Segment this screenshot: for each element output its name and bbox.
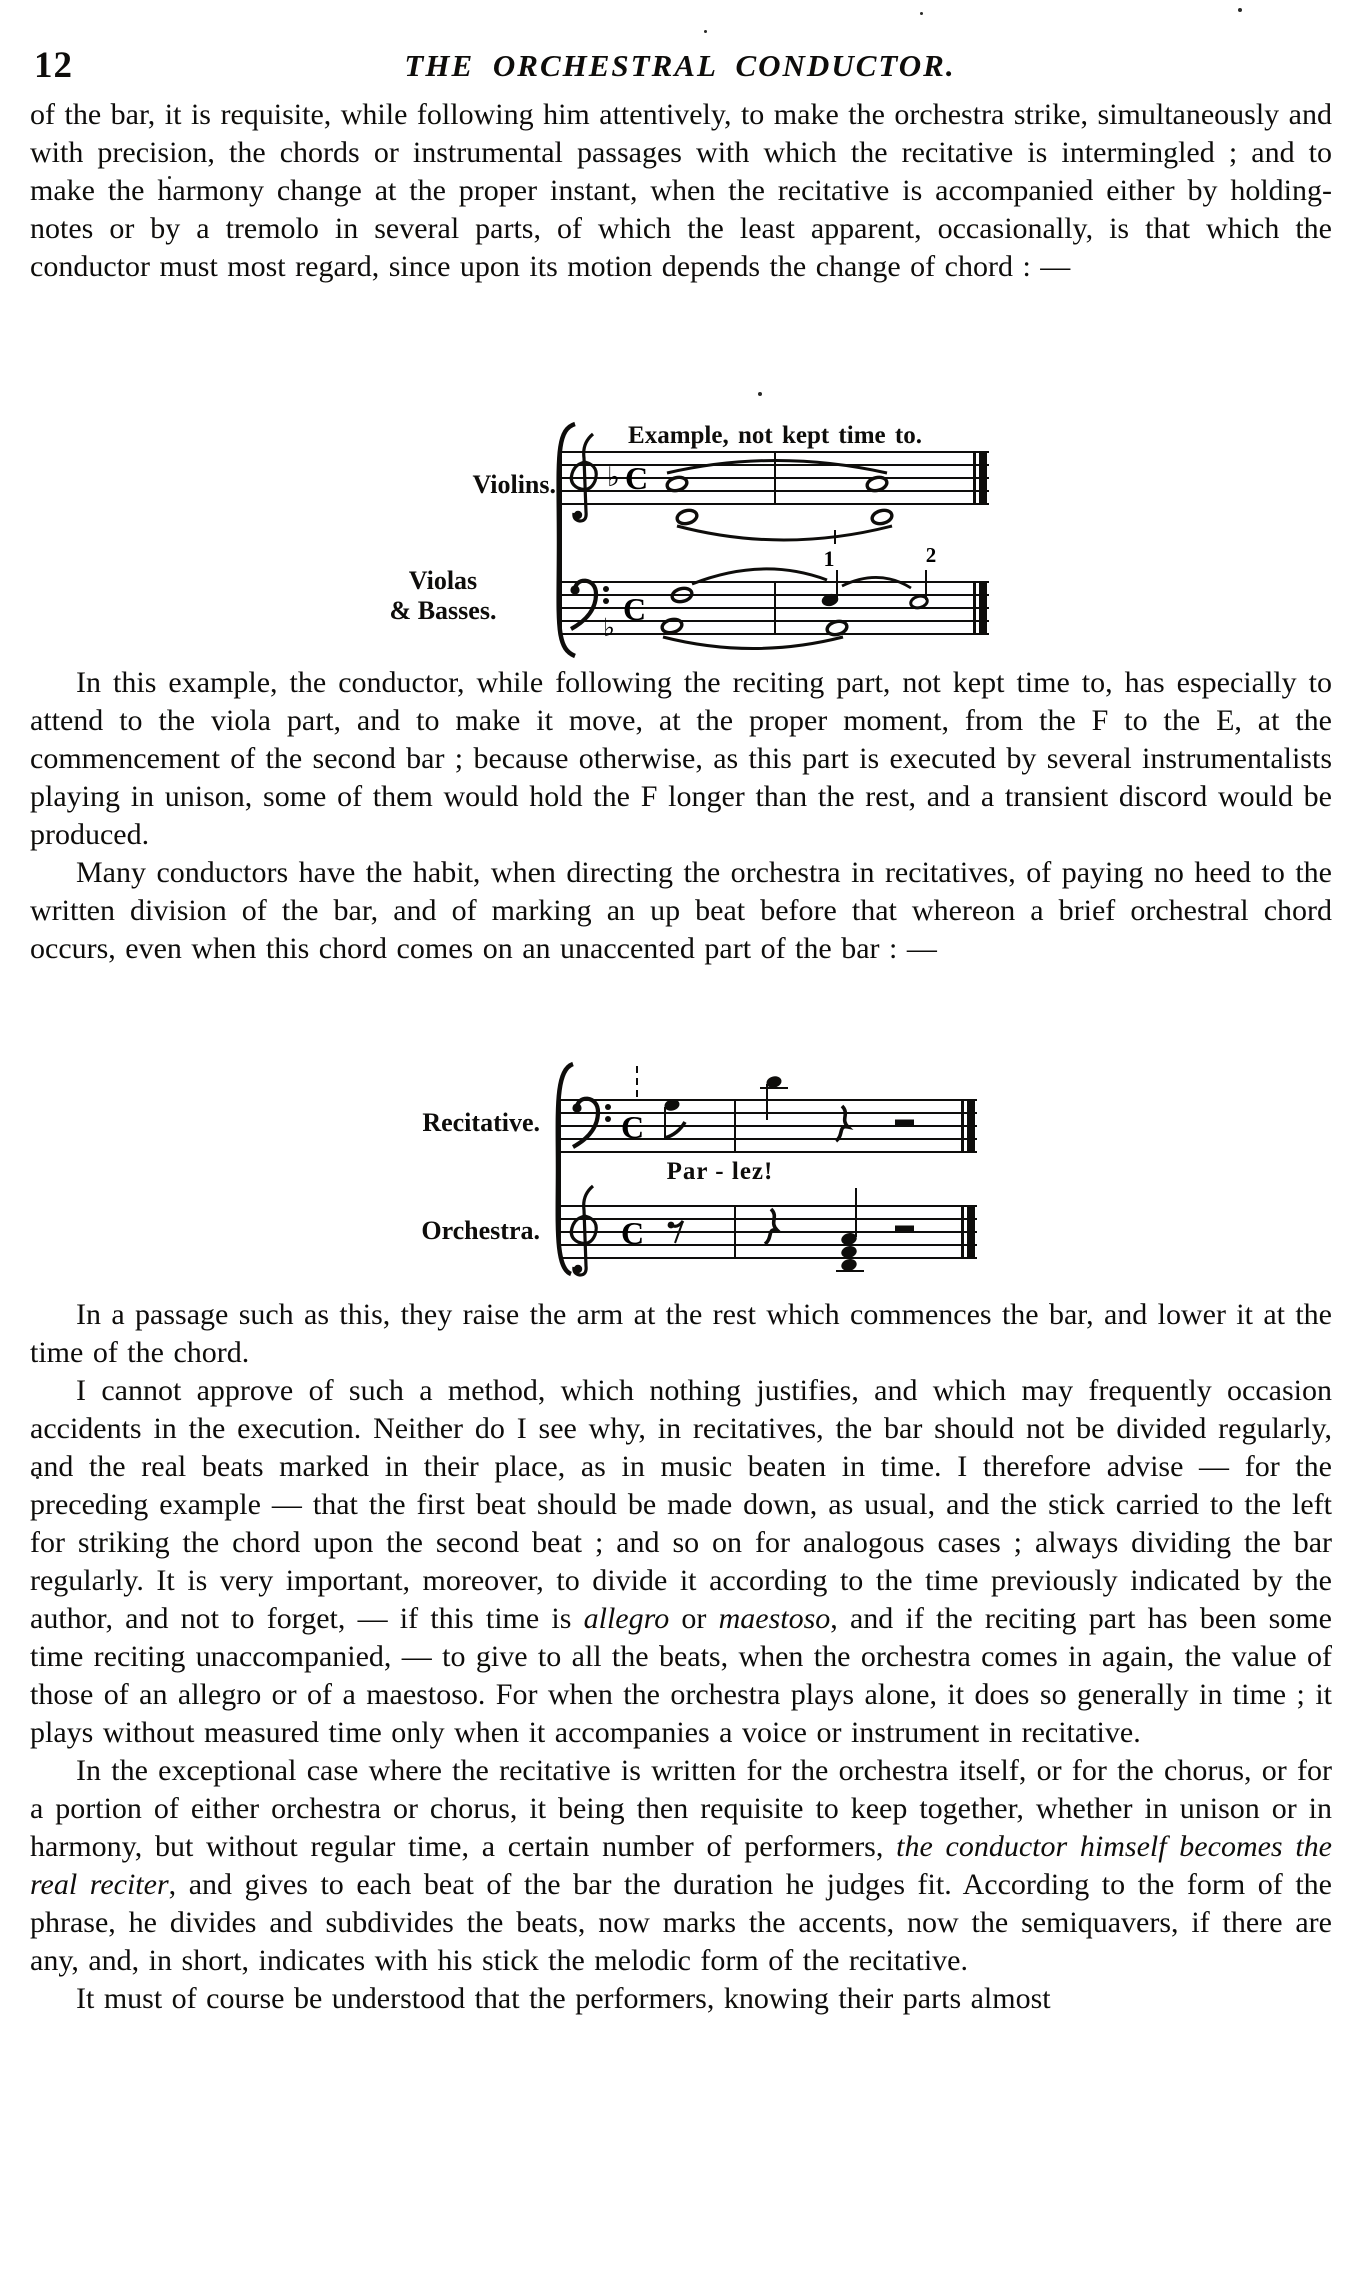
paragraph	[30, 664, 1332, 854]
italic-text: the conductor himself becomes the real reciter	[30, 1830, 1332, 1901]
flat-icon: ♭	[603, 613, 615, 642]
eighth-note	[663, 1098, 685, 1138]
whole-note	[661, 617, 684, 634]
scan-speck	[920, 12, 923, 15]
final-barline	[961, 1100, 975, 1152]
lyric: Par - lez!	[666, 1158, 774, 1185]
quarter-rest-icon	[836, 1106, 848, 1141]
scan-speck	[1238, 8, 1242, 12]
viola-voice-upper	[671, 530, 929, 609]
paragraph	[30, 96, 1332, 286]
common-time-icon: C	[621, 1215, 645, 1251]
final-barline	[961, 1206, 975, 1258]
music-example-2-svg	[545, 1058, 987, 1290]
staff-label-line: & Basses.	[389, 596, 497, 625]
common-time-icon: C	[621, 1109, 645, 1145]
common-time-icon: C	[623, 591, 647, 627]
scan-speck	[758, 392, 762, 396]
body-text: Many conductors have the habit, when directing the orchestra in recitatives, of paying no heed to the written division of the bar, and of marking an up beat before that whereon a brief orchestral chord occurs, even when this chord comes on an unaccented part of the bar : —	[30, 856, 1332, 965]
page-number: 12	[34, 45, 73, 86]
quarter-rest-icon	[765, 1209, 777, 1244]
tie	[677, 526, 892, 540]
body-text: , and gives to each beat of the bar the duration he judges fit. According to the form of the phrase, he divides and subdivides the beats, now marks the accents, now the semiquavers, if there are any, and, in short, indicates with his stick the melodic form of the recitative.	[30, 1868, 1332, 1977]
example-caption: Example, not kept time to.	[628, 422, 922, 449]
paragraph	[30, 1752, 1332, 1980]
half-rest-icon	[895, 1120, 914, 1127]
italic-text: allegro	[583, 1602, 670, 1635]
treble-clef-icon	[571, 1186, 596, 1275]
staff-label-violas-basses	[330, 566, 556, 626]
body-text: or	[669, 1602, 719, 1635]
beat-number: 2	[925, 543, 937, 567]
music-example-2	[0, 1058, 1362, 1290]
staff-label-recitative: Recitative.	[422, 1108, 540, 1137]
common-time-icon: C	[625, 460, 649, 496]
body-text: , and if the reciting part has been some time reciting unaccompanied, — to give to all the beats, when the orchestra comes in again, the value of those of an allegro or of a maestoso. For when the orchestra plays alone, it does so generally in time ; it plays without measured time only when it accompanies a voice or instrument in recitative.	[30, 1602, 1332, 1749]
music-example-1	[0, 420, 1362, 664]
tie	[667, 461, 887, 474]
scan-speck	[704, 30, 707, 33]
tie	[663, 637, 843, 649]
body-text: In this example, the conductor, while following the reciting part, not kept time to, has especially to attend to the viola part, and to make it move, at the proper moment, from the F to the E, at the commencement of the second bar ; because otherwise, as this part is executed by several instrumentalists playing in unison, some of them would hold the F longer than the rest, and a transient discord would be produced.	[30, 666, 1332, 851]
final-barline	[973, 582, 987, 634]
music-example-1-svg	[545, 420, 997, 664]
body-text: I cannot approve of such a method, which nothing justifies, and which may frequently occasion accidents in the execution. Neither do I see why, in recitatives, the bar should not be divided regularly, and the real beats marked in their place, as in music beaten in time. I therefore advise — for the preceding example — that the first beat should be made down, as usual, and the stick carried to the left for striking the chord upon the second beat ; and so on for analogous cases ; always dividing the bar regularly. It is very important, moreover, to divide it according to the time previously indicated by the author, and not to forget, — if this time is	[30, 1374, 1332, 1635]
text-section-middle	[30, 664, 1332, 968]
body-text: In a passage such as this, they raise the arm at the rest which commences the bar, and lower it at the time of the chord.	[30, 1298, 1332, 1369]
body-text: In the exceptional case where the recitative is written for the orchestra itself, or for the chorus, or for a portion of either orchestra or chorus, it being then requisite to keep together, whether in unison or in harmony, but without regular time, a certain number of performers,	[30, 1754, 1332, 1863]
final-barline	[973, 452, 987, 504]
whole-note	[871, 508, 894, 525]
chord	[836, 1188, 864, 1273]
beat-number: 1	[823, 546, 835, 571]
paragraph	[30, 1980, 1332, 2018]
whole-note	[676, 508, 699, 525]
staff-label-violins: Violins.	[472, 470, 556, 499]
text-section-bottom	[30, 1296, 1332, 2018]
running-title: THE ORCHESTRAL CONDUCTOR.	[404, 48, 956, 83]
paragraph	[30, 1296, 1332, 1372]
bass-voice-lower	[661, 617, 849, 648]
half-rest-icon	[895, 1226, 914, 1233]
paragraph	[30, 1372, 1332, 1752]
flat-icon: ♭	[607, 462, 620, 493]
body-text: It must of course be understood that the performers, knowing their parts almost	[76, 1982, 1051, 2015]
staff-label-line: Violas	[408, 566, 478, 595]
staff-label-orchestra: Orchestra.	[421, 1216, 540, 1245]
body-text: of the bar, it is requisite, while following him attentively, to make the orchestra strike, simultaneously and with precision, the chords or instrumental passages with which the recitative is intermingled ; and to make the harmony change at the proper instant, when the recitative is accompanied either by holding-notes or by a tremolo in several parts, of which the least apparent, occasionally, is that which the conductor must most regard, since upon its motion depends the change of chord : —	[30, 98, 1332, 283]
text-section-intro	[30, 96, 1332, 286]
paragraph	[30, 854, 1332, 968]
violin-voice-lower	[676, 508, 894, 540]
italic-text: maestoso	[718, 1602, 831, 1635]
